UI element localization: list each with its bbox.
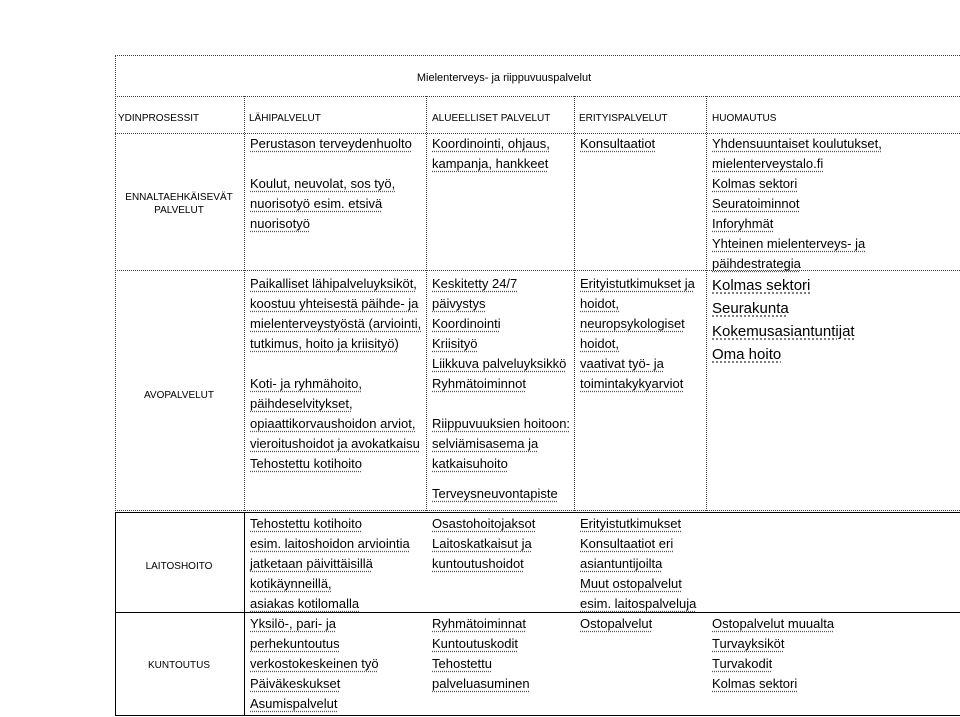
row-label-avopalvelut: AVOPALVELUT (143, 390, 215, 401)
cell-kuntoutus-erityis: Ostopalvelut (580, 616, 653, 631)
cell-ennalta-alueelliset: Koordinointi, ohjaus, kampanja, hankkeet (432, 136, 550, 171)
cell-kuntoutus-huomautus: Ostopalvelut muualta Turvayksiköt Turvakodit Kolmas sektori (712, 616, 835, 691)
cell-avo-alueelliset: Keskitetty 24/7 päivystys Koordinointi Kriisityö Liikkuva palveluyksikkö Ryhmätoiminnot Riippuvuuksien hoitoon: selviämisasema ja katkaisuhoito (432, 276, 571, 471)
header-ydinprosessit: YDINPROSESSIT (118, 113, 200, 124)
cell-kuntoutus-lahi: Yksilö-, pari- ja perhekuntoutus verkostokeskeinen työ Päiväkeskukset Asumispalvelut (250, 616, 379, 711)
header-erityispalvelut: ERITYISPALVELUT (579, 113, 668, 124)
row-label-laitoshoito: LAITOSHOITO (145, 561, 213, 572)
cell-kuntoutus-alueelliset: Ryhmätoiminnat Kuntoutuskodit Tehostettu palveluasuminen (432, 616, 530, 691)
cell-laitos-lahi: Tehostettu kotihoito esim. laitoshoidon arviointia jatketaan päivittäisillä kotikäynneillä, asiakas kotilomalla (250, 516, 410, 611)
row-label-kuntoutus: KUNTOUTUS (147, 660, 211, 671)
cell-avo-terveysneuvontapiste: Terveysneuvontapiste (432, 486, 558, 501)
cell-avo-erityis: Erityistutkimukset ja hoidot, neuropsykologiset hoidot, vaativat työ- ja toimintakykyarviot (580, 276, 695, 391)
header-huomautus: HUOMAUTUS (712, 113, 777, 124)
cell-ennalta-huomautus: Yhdensuuntaiset koulutukset, mielenterveystalo.fi Kolmas sektori Seuratoiminnot Inforyhmät Yhteinen mielenterveys- ja päihdestrategia (712, 136, 882, 271)
cell-avo-huomautus: Kolmas sektori Seurakunta Kokemusasiantuntijat Oma hoito (712, 277, 855, 363)
cell-ennalta-erityis: Konsultaatiot (580, 136, 656, 151)
header-lahipalvelut: LÄHIPALVELUT (249, 113, 321, 124)
cell-ennalta-lahi: Perustason terveydenhuolto Koulut, neuvolat, sos työ, nuorisotyö esim. etsivä nuorisotyö (250, 136, 412, 231)
cell-laitos-erityis: Erityistutkimukset Konsultaatiot eri asiantuntijoilta Muut ostopalvelut esim. laitospalveluja (580, 516, 697, 611)
cell-avo-lahi: Paikalliset lähipalveluyksiköt, koostuu yhteisestä päihde- ja mielenterveystyöstä (arviointi, tutkimus, hoito ja kriisityö) Koti- ja ryhmähoito, päihdeselvitykset, opiaattikorvaushoidon arviot, vieroitushoidot ja avokatkaisu Tehostettu kotihoito (250, 276, 422, 471)
cell-laitos-alueelliset: Osastohoitojaksot Laitoskatkaisut ja kuntoutushoidot (432, 516, 536, 571)
table-title: Mielenterveys- ja riippuvuuspalvelut (416, 72, 592, 84)
row-label-ennaltaehkaisevat: ENNALTAEHKÄISEVÄT PALVELUT (125, 192, 233, 216)
header-alueelliset: ALUEELLISET PALVELUT (432, 113, 551, 124)
